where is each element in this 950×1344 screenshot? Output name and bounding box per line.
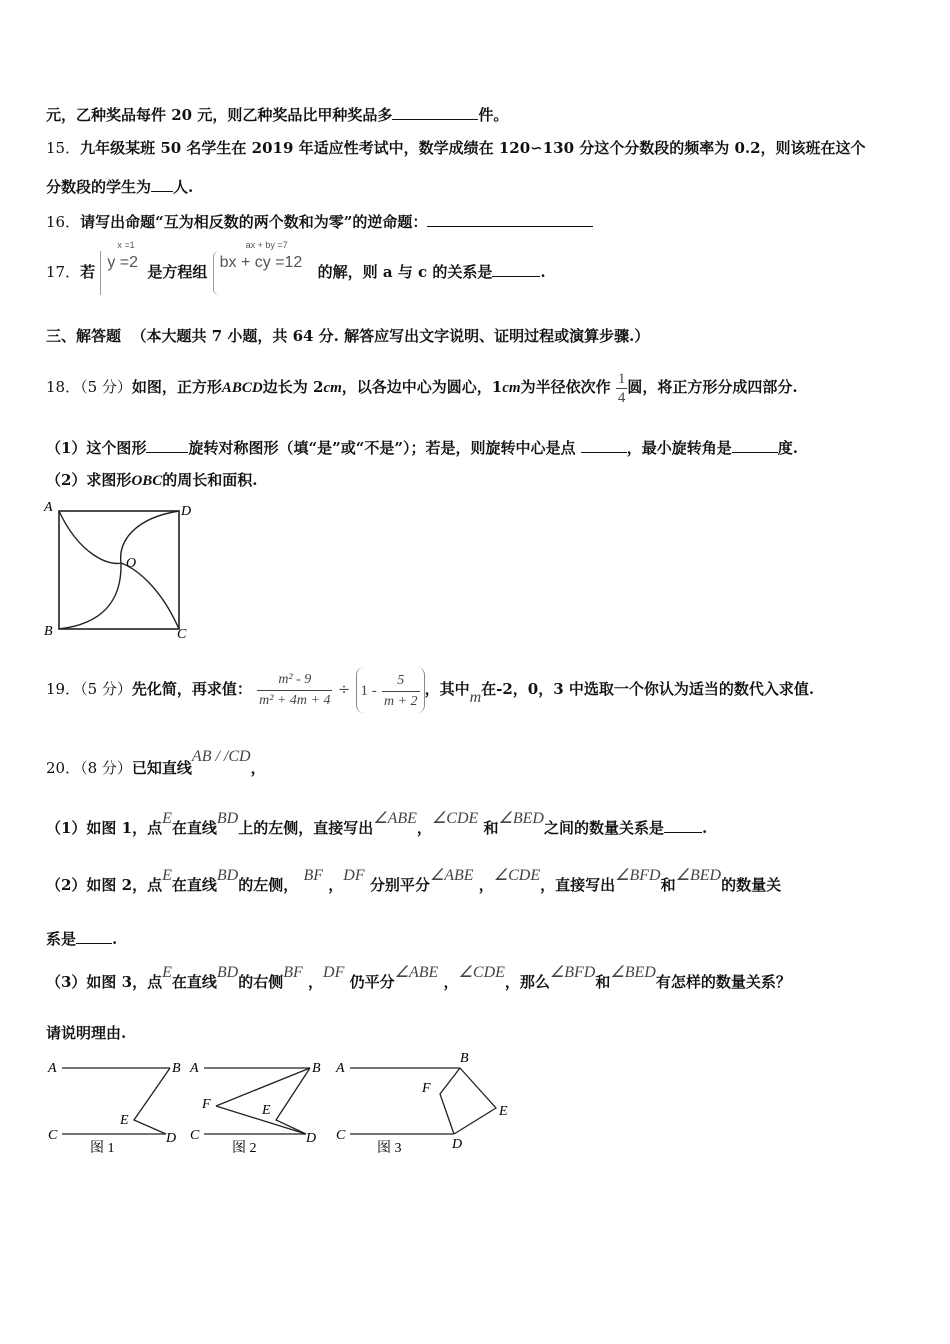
fig3-caption: 图 3: [377, 1141, 402, 1156]
q18-part2: （2）求图形OBC的周长和面积.: [46, 471, 258, 489]
fig2-caption: 图 2: [232, 1141, 257, 1156]
fraction-quarter: $\frac{1}{4}$: [617, 370, 626, 406]
answer-blank[interactable]: [492, 260, 540, 277]
label-O: O: [126, 556, 137, 571]
q20-part2: （2）如图 2，点E在直线BD的左侧， BF ，DF 分别平分∠ABE ，∠CDE，直接写出∠BFD和∠BED的数量关: [46, 867, 782, 894]
answer-blank[interactable]: [151, 175, 173, 192]
q18-part1: （1）这个图形 旋转对称图形（填“是”或“不是”）；若是，则旋转中心是点 ，最小旋转角是 度.: [46, 436, 798, 458]
fig2-label-B: B: [312, 1061, 321, 1076]
q20-part3: （3）如图 3，点E在直线BD的右侧BF ，DF 仍平分∠ABE ，∠CDE，那么∠BFD和∠BED有怎样的数量关系？: [46, 964, 791, 991]
answer-blank[interactable]: [146, 436, 188, 453]
q15: 15．九年级某班 50 名学生在 2019 年适应性考试中，数学成绩在 120∽130 分这个分数段的频率为 0.2，则该班在这个: [46, 139, 866, 157]
q17: 17．若 x =1 y =2 是方程组 ax + by =7 bx + cy =12 的解，则 a 与 c 的关系是 .: [46, 250, 546, 294]
fraction-1: $\frac{\text{m² - 9}}{\text{m² + 4m + 4}}$: [259, 671, 331, 708]
answer-blank[interactable]: [581, 436, 627, 453]
fig1-label-A: A: [48, 1061, 57, 1076]
q20-reason: 请说明理由.: [46, 1024, 127, 1042]
fig2-label-E: E: [262, 1103, 271, 1118]
label-B: B: [44, 624, 53, 639]
figure-3: [335, 1051, 508, 1156]
label-D: D: [181, 504, 192, 519]
fig3-label-C: C: [336, 1128, 346, 1143]
q19: 19．（5 分）先化简，再求值： $\frac{\text{m² - 9}}{\text{m² + 4m + 4}}$ ÷ 1 - $\frac{5}{m + 2}$ ，其中m在-2，0，3 中选取一个你认为适当的数代入求值.: [46, 664, 814, 714]
fig1-label-D: D: [166, 1131, 177, 1146]
figure-1: [47, 1061, 181, 1156]
fig1-label-C: C: [48, 1128, 58, 1143]
fraction-2: $\frac{5}{m + 2}$: [384, 672, 418, 709]
equation-system: ax + by =7 bx + cy =12: [213, 251, 318, 295]
q20-part2-cont: 系是 .: [46, 927, 117, 949]
answer-blank[interactable]: [392, 103, 478, 120]
label-C: C: [177, 627, 187, 642]
paren-group: 1 - $\frac{5}{m + 2}$: [356, 667, 425, 713]
q20-part1: （1）如图 1，点E在直线BD上的左侧，直接写出∠ABE，∠CDE 和∠BED之间的数量关系是 .: [46, 810, 708, 837]
q20-figures: [40, 1048, 520, 1160]
fig2-label-C: C: [190, 1128, 200, 1143]
fig1-label-B: B: [172, 1061, 181, 1076]
fig3-label-F: F: [422, 1081, 431, 1096]
section-heading: 三、解答题 （本大题共 7 小题，共 64 分. 解答应写出文字说明、证明过程或演算步骤.）: [46, 327, 650, 345]
fig2-label-F: F: [202, 1097, 211, 1112]
fig2-label-D: D: [306, 1131, 317, 1146]
q18-figure: [40, 496, 200, 644]
fig3-label-A: A: [336, 1061, 345, 1076]
fig3-label-B: B: [460, 1051, 469, 1066]
square: [59, 511, 179, 629]
q16: 16．请写出命题“互为相反数的两个数和为零”的逆命题：: [46, 210, 593, 232]
answer-blank[interactable]: [664, 816, 702, 833]
q18: 18．（5 分）如图，正方形ABCD边长为 2cm，以各边中心为圆心，1cm为半径依次作 $\frac{1}{4}$ 圆，将正方形分成四部分.: [46, 370, 798, 406]
fig3-label-D: D: [452, 1137, 463, 1152]
fig1-caption: 图 1: [90, 1141, 115, 1156]
arc-top-left: [59, 511, 121, 563]
label-A: A: [44, 500, 53, 515]
arc-bottom-left: [59, 563, 121, 629]
q14-tail: 元，乙种奖品每件 20 元，则乙种奖品比甲种奖品多 件。: [46, 103, 508, 125]
solution-system: x =1 y =2: [100, 251, 147, 295]
answer-blank[interactable]: [427, 210, 593, 227]
answer-blank[interactable]: [76, 927, 112, 944]
fig3-label-E: E: [499, 1104, 508, 1119]
q15-cont: 分数段的学生为 人.: [46, 175, 193, 197]
fig1-label-E: E: [120, 1113, 129, 1128]
q20: 20．（8 分）已知直线AB / /CD，: [46, 748, 266, 777]
arc-bottom-right: [121, 563, 179, 629]
fig2-label-A: A: [190, 1061, 199, 1076]
figure-2: [189, 1061, 321, 1156]
answer-blank[interactable]: [732, 436, 778, 453]
